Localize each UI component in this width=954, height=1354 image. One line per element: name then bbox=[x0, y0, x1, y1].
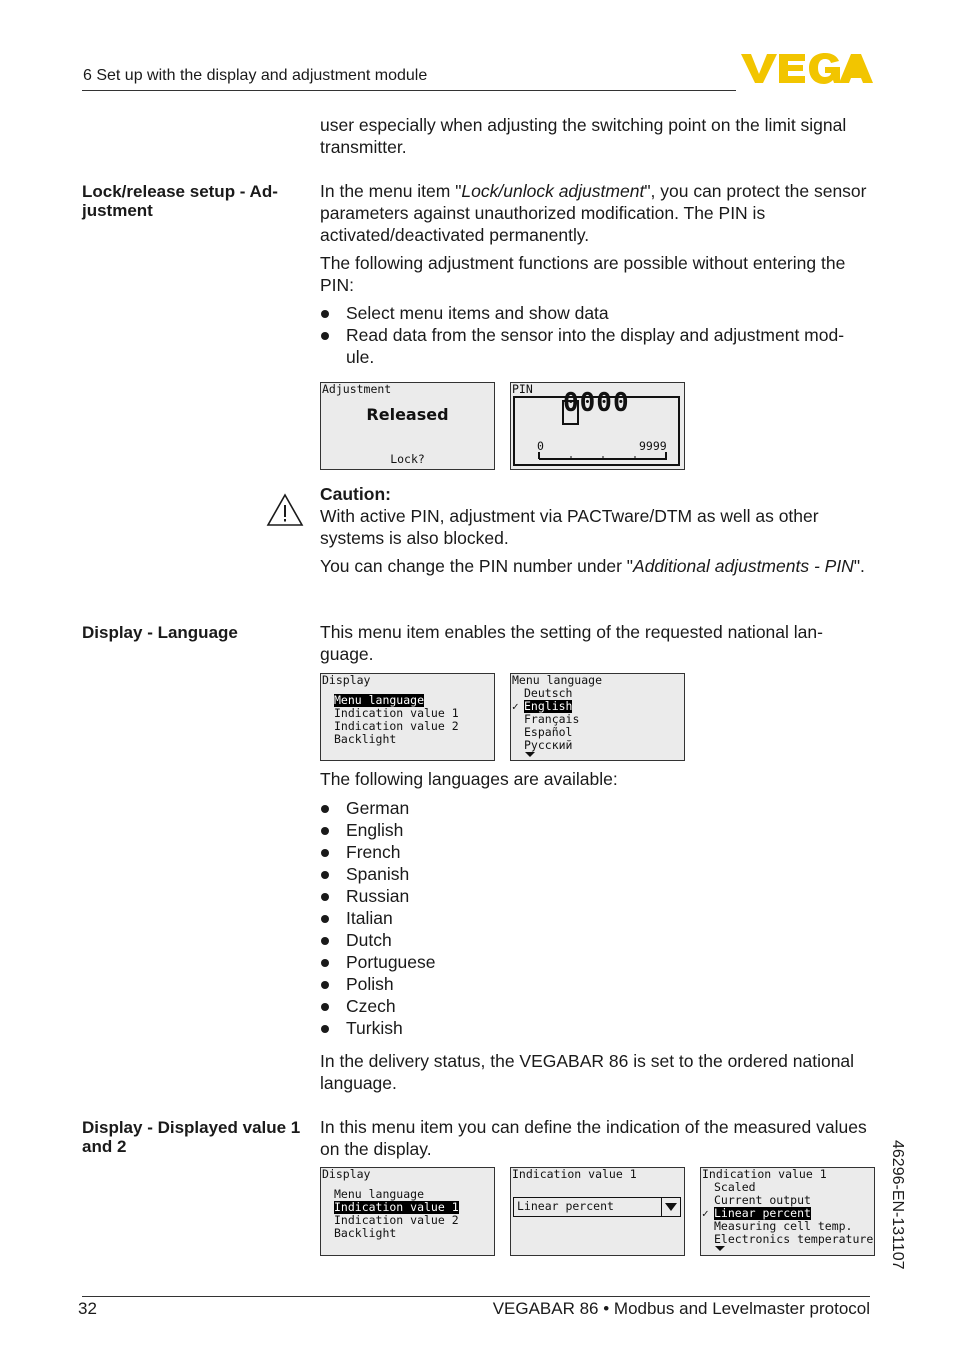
indication-select-screen bbox=[510, 1167, 685, 1256]
menu-item: Français bbox=[524, 712, 580, 726]
lock-prompt: Lock? bbox=[390, 452, 425, 466]
lock-bullet-list bbox=[320, 302, 870, 368]
screen-title: PIN bbox=[512, 382, 533, 396]
lock-section-label: Lock/release setup - Ad-justment bbox=[82, 182, 278, 220]
screen-title: Adjustment bbox=[322, 382, 392, 396]
chevron-down-icon bbox=[662, 1198, 680, 1216]
pin-min: 0 bbox=[537, 439, 544, 453]
menu-item: Indication value 1 bbox=[334, 706, 459, 720]
displayed-value-paragraph: In this menu item you can define the indication of the measured values on the display. bbox=[320, 1117, 867, 1159]
caution-title: Caution: bbox=[320, 484, 391, 504]
screen-title: Menu language bbox=[512, 673, 603, 687]
pin-menu-path: Additional adjustments - PIN bbox=[633, 556, 854, 576]
menu-item: Current output bbox=[714, 1193, 811, 1207]
list-item: Spanish bbox=[320, 863, 870, 885]
language-list bbox=[320, 797, 870, 1039]
display-menu-screen-2 bbox=[320, 1167, 495, 1256]
list-item: Read data from the sensor into the display and adjustment mod-ule. bbox=[320, 324, 870, 368]
menu-item: Indication value 2 bbox=[334, 1213, 459, 1227]
footer-rule bbox=[82, 1296, 870, 1297]
header-rule bbox=[82, 90, 736, 91]
release-status: Released bbox=[366, 405, 449, 424]
indication-dropdown bbox=[513, 1197, 681, 1217]
list-item: Portuguese bbox=[320, 951, 870, 973]
pin-value: 0000 bbox=[563, 388, 630, 418]
vega-logo bbox=[741, 50, 873, 91]
lock-paragraph-2: The following adjustment functions are possible without entering the PIN: bbox=[320, 253, 846, 295]
list-item: English bbox=[320, 819, 870, 841]
available-languages-intro: The following languages are available: bbox=[320, 769, 618, 789]
menu-item: Electronics temperature bbox=[714, 1232, 874, 1246]
checkmark-icon: ✓ bbox=[702, 1207, 709, 1220]
checkmark-icon: ✓ bbox=[512, 700, 519, 713]
scroll-down-icon bbox=[715, 1246, 725, 1252]
scroll-down-icon bbox=[525, 752, 535, 758]
pin-change-paragraph: You can change the PIN number under "Additional adjustments - PIN". bbox=[320, 556, 865, 576]
list-item: German bbox=[320, 797, 870, 819]
displayed-value-section-label: Display - Displayed value 1 and 2 bbox=[82, 1118, 301, 1156]
list-item: Russian bbox=[320, 885, 870, 907]
menu-item: Scaled bbox=[714, 1180, 756, 1194]
list-item: French bbox=[320, 841, 870, 863]
pin-scale bbox=[537, 451, 669, 461]
dropdown-button bbox=[661, 1198, 680, 1216]
pin-screen bbox=[510, 382, 685, 470]
menu-item: Deutsch bbox=[524, 686, 573, 700]
menu-item: Linear percent bbox=[714, 1206, 811, 1220]
indication-selected-value: Linear percent bbox=[517, 1199, 614, 1213]
document-id: 46296-EN-131107 bbox=[889, 1140, 906, 1270]
delivery-status-paragraph: In the delivery status, the VEGABAR 86 is set to the ordered national language. bbox=[320, 1051, 855, 1093]
pin-cursor bbox=[562, 400, 579, 425]
section-header: 6 Set up with the display and adjustment module bbox=[83, 67, 428, 84]
menu-language-screen bbox=[510, 673, 685, 761]
menu-item: Backlight bbox=[334, 732, 397, 746]
menu-item: Menu language bbox=[334, 693, 425, 707]
indication-list-screen bbox=[700, 1167, 875, 1256]
menu-item: Español bbox=[524, 725, 573, 739]
page-number: 32 bbox=[78, 1299, 97, 1318]
menu-item: English bbox=[524, 699, 573, 713]
list-item: Dutch bbox=[320, 929, 870, 951]
menu-item: Indication value 2 bbox=[334, 719, 459, 733]
list-item: Czech bbox=[320, 995, 870, 1017]
display-menu-screen bbox=[320, 673, 495, 761]
intro-paragraph: user especially when adjusting the switching point on the limit signal transmitter. bbox=[320, 115, 847, 157]
lock-menu-item-name: Lock/unlock adjustment bbox=[461, 181, 645, 201]
menu-item: Measuring cell temp. bbox=[714, 1219, 853, 1233]
list-item: Polish bbox=[320, 973, 870, 995]
adjustment-screen bbox=[320, 382, 495, 470]
menu-item: Backlight bbox=[334, 1226, 397, 1240]
pin-max: 9999 bbox=[639, 439, 667, 453]
list-item: Italian bbox=[320, 907, 870, 929]
language-section-label: Display - Language bbox=[82, 623, 238, 642]
list-item: Select menu items and show data bbox=[320, 302, 870, 324]
screen-title: Indication value 1 bbox=[512, 1167, 637, 1181]
warning-icon bbox=[266, 493, 304, 527]
list-item: Turkish bbox=[320, 1017, 870, 1039]
lock-paragraph-1: In the menu item "Lock/unlock adjustment", you can protect the sensor parameters against unauthorized modification. The PIN is activated/deactivated permanently. bbox=[320, 181, 867, 245]
screen-title: Indication value 1 bbox=[702, 1167, 827, 1181]
caution-text: With active PIN, adjustment via PACTware/DTM as well as other systems is also blocked. bbox=[320, 506, 819, 548]
footer-product: VEGABAR 86 • Modbus and Levelmaster protocol bbox=[492, 1299, 870, 1318]
menu-item: Menu language bbox=[334, 1187, 425, 1201]
screen-title: Display bbox=[322, 1167, 371, 1181]
screen-title: Display bbox=[322, 673, 371, 687]
language-paragraph: This menu item enables the setting of the requested national lan-guage. bbox=[320, 622, 823, 664]
menu-item: Русский bbox=[524, 738, 573, 752]
menu-item: Indication value 1 bbox=[334, 1200, 459, 1214]
